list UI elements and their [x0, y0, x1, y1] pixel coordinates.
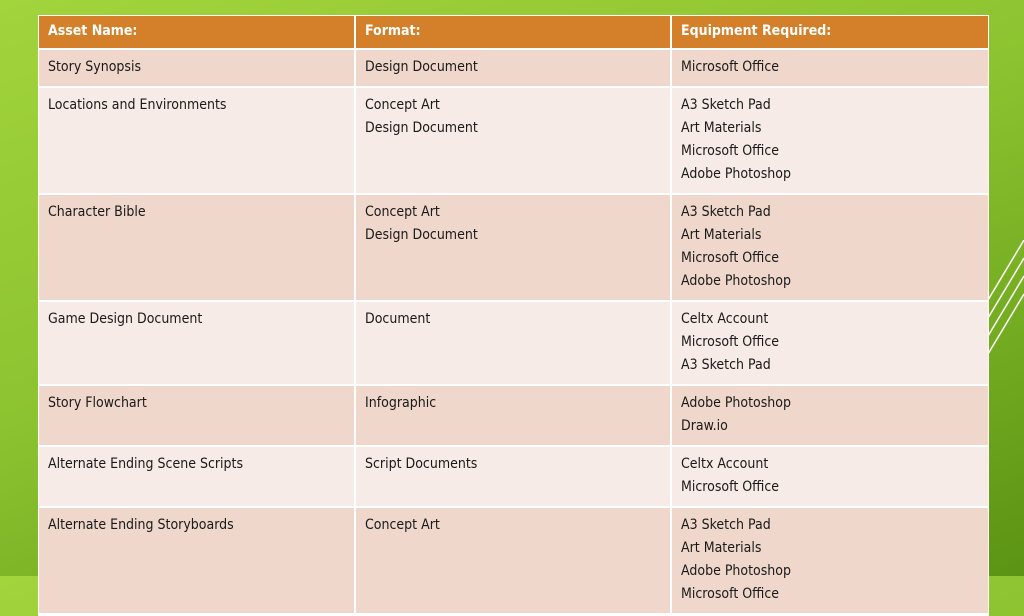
table-row: [39, 446, 988, 507]
cell-line: Story Flowchart: [48, 395, 147, 411]
cell-line: A3 Sketch Pad: [681, 97, 771, 113]
cell-equipment: [671, 507, 988, 614]
table-row: [39, 301, 988, 385]
cell-format: [355, 507, 671, 614]
cell-format: [355, 385, 671, 446]
cell-asset-name: [39, 301, 355, 385]
cell-line: Concept Art: [365, 97, 440, 113]
header-row: [39, 16, 988, 49]
cell-line: Design Document: [365, 227, 478, 243]
cell-equipment: [671, 446, 988, 507]
cell-line: A3 Sketch Pad: [681, 517, 771, 533]
cell-format: [355, 49, 671, 87]
cell-line: A3 Sketch Pad: [681, 204, 771, 220]
header-equipment-required: Equipment Required:: [671, 16, 988, 49]
cell-line: Adobe Photoshop: [681, 563, 791, 579]
cell-asset-name: [39, 446, 355, 507]
cell-format: [355, 301, 671, 385]
header-asset-name: Asset Name:: [39, 16, 355, 49]
cell-format: [355, 87, 671, 194]
cell-line: Document: [365, 311, 431, 327]
cell-equipment: [671, 87, 988, 194]
cell-line: Concept Art: [365, 517, 440, 533]
cell-line: Microsoft Office: [681, 586, 780, 602]
cell-line: Adobe Photoshop: [681, 273, 791, 289]
table-row: [39, 49, 988, 87]
asset-table-container: [38, 15, 989, 616]
header-format: Format:: [355, 16, 671, 49]
cell-line: Locations and Environments: [48, 97, 227, 113]
cell-line: Celtx Account: [681, 456, 769, 472]
cell-line: Microsoft Office: [681, 250, 780, 266]
table-row: [39, 507, 988, 614]
cell-line: Alternate Ending Scene Scripts: [48, 456, 244, 472]
cell-line: Microsoft Office: [681, 479, 780, 495]
asset-table: [39, 16, 988, 615]
cell-asset-name: [39, 87, 355, 194]
cell-format: [355, 194, 671, 301]
cell-line: Game Design Document: [48, 311, 203, 327]
cell-line: Art Materials: [681, 227, 762, 243]
cell-line: Alternate Ending Storyboards: [48, 517, 234, 533]
cell-line: Microsoft Office: [681, 143, 780, 159]
cell-asset-name: [39, 385, 355, 446]
table-row: [39, 87, 988, 194]
cell-format: [355, 446, 671, 507]
cell-line: Infographic: [365, 395, 437, 411]
cell-equipment: [671, 301, 988, 385]
cell-line: Art Materials: [681, 540, 762, 556]
cell-line: Script Documents: [365, 456, 478, 472]
table-row: [39, 385, 988, 446]
cell-line: Microsoft Office: [681, 334, 780, 350]
cell-line: Design Document: [365, 59, 478, 75]
cell-asset-name: [39, 507, 355, 614]
cell-line: Art Materials: [681, 120, 762, 136]
cell-line: A3 Sketch Pad: [681, 357, 771, 373]
cell-equipment: [671, 194, 988, 301]
cell-line: Draw.io: [681, 418, 728, 434]
cell-asset-name: [39, 49, 355, 87]
cell-line: Microsoft Office: [681, 59, 780, 75]
cell-line: Adobe Photoshop: [681, 395, 791, 411]
table-row: [39, 194, 988, 301]
cell-line: Story Synopsis: [48, 59, 142, 75]
cell-line: Concept Art: [365, 204, 440, 220]
cell-line: Celtx Account: [681, 311, 769, 327]
cell-asset-name: [39, 194, 355, 301]
cell-equipment: [671, 49, 988, 87]
cell-line: Character Bible: [48, 204, 146, 220]
cell-line: Adobe Photoshop: [681, 166, 791, 182]
cell-equipment: [671, 385, 988, 446]
cell-line: Design Document: [365, 120, 478, 136]
